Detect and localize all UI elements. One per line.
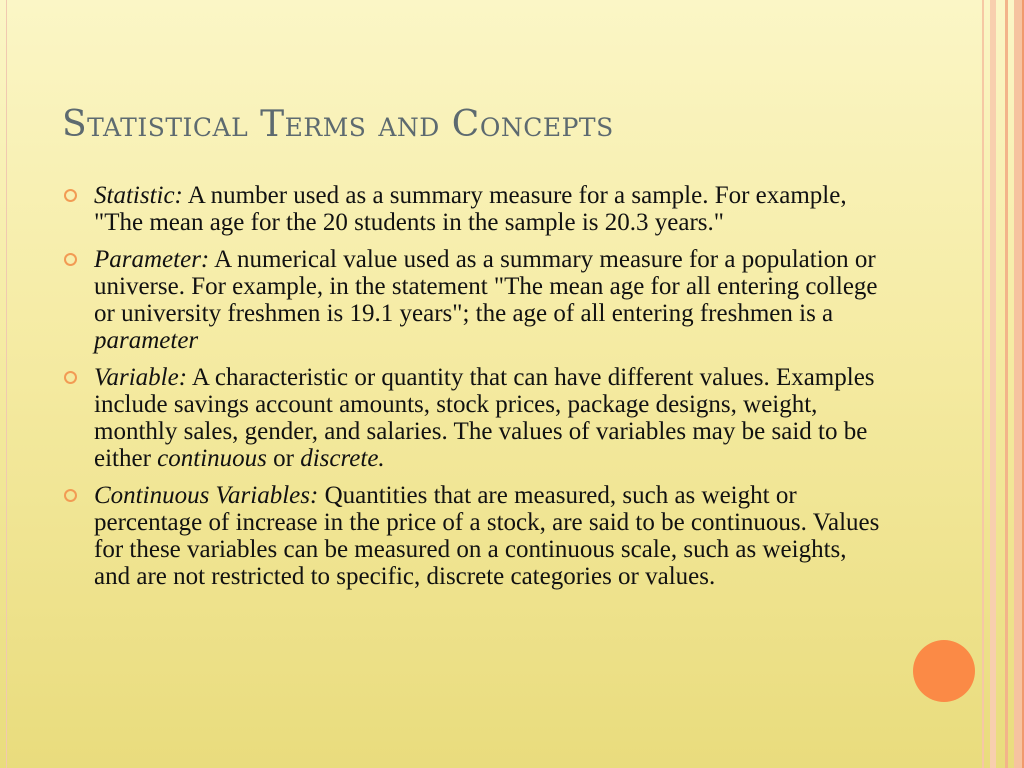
- bullet-text: A characteristic or quantity that can have different values. Examples include savings account amounts, stock prices, package designs, weight, monthly sales, gender, and salaries. The values of variables may be said to be either: [94, 364, 875, 472]
- bullet-term: Continuous Variables:: [94, 482, 319, 509]
- bullet-ring-icon: [64, 371, 77, 384]
- bullet-text: A number used as a summary measure for a sample. For example, "The mean age for the 20 students in the sample is 20.3 years.": [94, 182, 847, 236]
- bullet-text: Quantities that are measured, such as weight or percentage of increase in the price of a stock, are said to be continuous. Values for these variables can be measured on a continuous scale, such as weights, and are not restricted to specific, discrete categories or values.: [94, 482, 880, 590]
- bullet-item-parameter: [62, 246, 882, 354]
- bullet-list: [62, 182, 882, 600]
- bullet-item-variable: [62, 364, 882, 472]
- side-stripe: [1005, 0, 1008, 768]
- bullet-ring-icon: [64, 189, 77, 202]
- bullet-item-statistic: [62, 182, 882, 236]
- bullet-emphasis: parameter: [94, 327, 199, 354]
- bullet-text: A numerical value used as a summary measure for a population or universe. For example, in the statement "The mean age for all entering college or university freshmen is 19.1 years"; the age of all entering freshmen is a: [94, 246, 878, 327]
- bullet-item-continuous-variables: [62, 482, 882, 590]
- bullet-term: Variable:: [94, 364, 188, 391]
- bullet-ring-icon: [64, 489, 77, 502]
- decorative-side-stripes: [978, 0, 1024, 768]
- bullet-emphasis: continuous: [157, 445, 267, 472]
- side-stripe: [990, 0, 996, 768]
- slide-title: Statistical Terms and Concepts: [62, 104, 614, 145]
- decorative-circle-icon: [913, 640, 975, 702]
- bullet-text-connector: or: [266, 445, 301, 472]
- bullet-term: Parameter:: [94, 246, 210, 273]
- bullet-term: Statistic:: [94, 182, 183, 209]
- side-stripe: [982, 0, 984, 768]
- bullet-emphasis: discrete.: [300, 445, 385, 472]
- bullet-ring-icon: [64, 253, 77, 266]
